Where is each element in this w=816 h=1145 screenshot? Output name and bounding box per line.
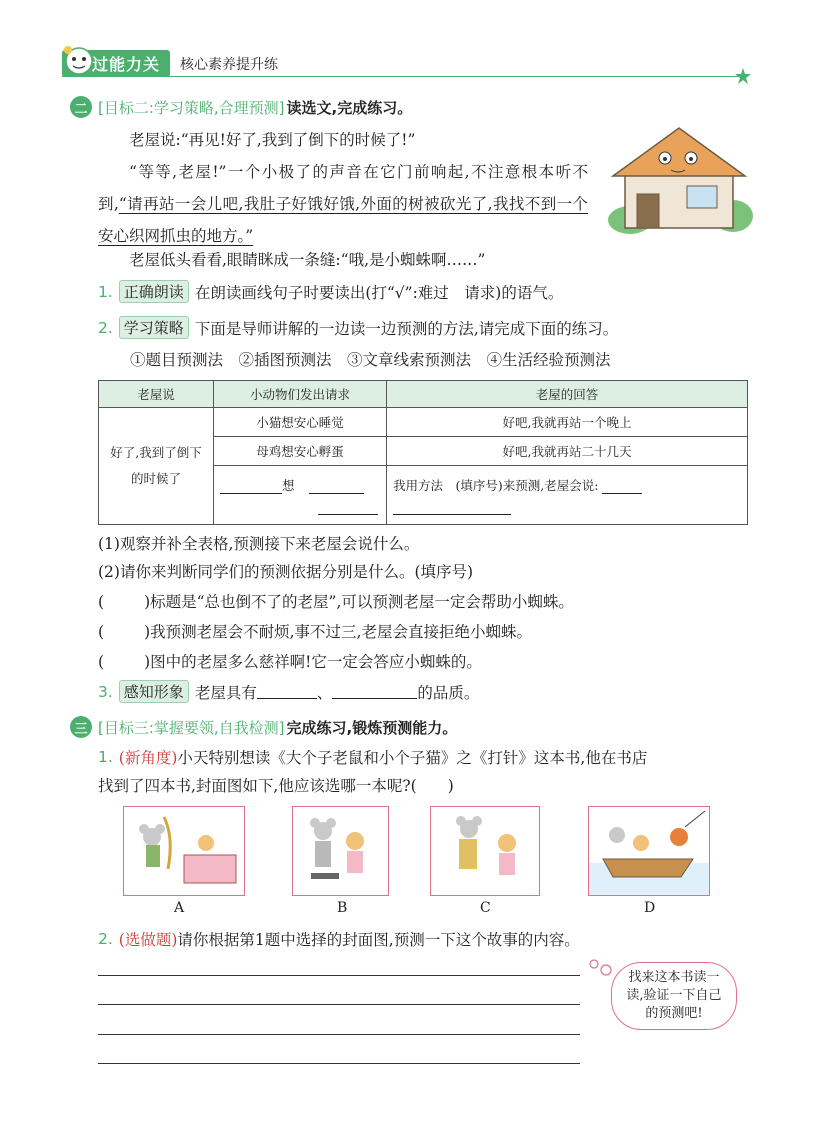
question-3-1 bbox=[98, 746, 647, 768]
cover-label-d: D bbox=[644, 900, 656, 916]
separator: 、 bbox=[316, 683, 333, 702]
old-house-illustration bbox=[605, 120, 755, 240]
mouse-cat-injection-illustration bbox=[431, 807, 539, 895]
question-number: 2. bbox=[98, 318, 113, 337]
question-tag: 学习策略 bbox=[119, 316, 189, 339]
table-request-2: 母鸡想安心孵蛋 bbox=[214, 437, 387, 466]
question-text: 小天特别想读《大个子老鼠和小个子猫》之《打针》这本书,他在书店 bbox=[177, 749, 648, 767]
writing-line[interactable] bbox=[98, 1063, 580, 1064]
table-header-answer: 老屋的回答 bbox=[387, 381, 748, 408]
table-request-1: 小猫想安心睡觉 bbox=[214, 408, 387, 437]
blank-line[interactable] bbox=[220, 479, 282, 494]
question-text: 的品质。 bbox=[417, 683, 480, 702]
cover-label-c: C bbox=[480, 900, 491, 916]
question-2-3 bbox=[98, 680, 479, 703]
question-3-2 bbox=[98, 928, 580, 950]
blank-line[interactable] bbox=[332, 684, 417, 699]
blank-line[interactable] bbox=[318, 500, 378, 515]
question-text: 请你根据第1题中选择的封面图,预测一下这个故事的内容。 bbox=[177, 931, 580, 949]
cover-option-d[interactable] bbox=[588, 806, 710, 896]
table-answer-2: 好吧,我就再站二十几天 bbox=[387, 437, 748, 466]
section2-instruction: 读选文,完成练习。 bbox=[286, 98, 413, 117]
star-icon bbox=[735, 68, 751, 84]
question-tag: (选做题) bbox=[118, 931, 178, 949]
section3-heading bbox=[70, 716, 457, 738]
blank-line[interactable] bbox=[602, 479, 642, 494]
question-text: 老屋具有 bbox=[194, 683, 257, 702]
tip-bubble bbox=[611, 962, 737, 1030]
judge-text: 我预测老屋会不耐烦,事不过三,老屋会直接拒绝小蜘蛛。 bbox=[150, 623, 532, 641]
blank-line[interactable] bbox=[309, 479, 364, 494]
judge-item-3: ( )图中的老屋多么慈祥啊!它一定会答应小蜘蛛的。 bbox=[98, 653, 482, 671]
cartoon-mascot-icon bbox=[62, 44, 96, 78]
question-number: 1. bbox=[98, 282, 113, 301]
mouse-cat-doctor-illustration bbox=[293, 807, 388, 895]
passage-p2-plain: “等等,老屋!”一个小极了的声音在它门前响起,不注意根本听不到, bbox=[98, 163, 588, 213]
header-bar bbox=[62, 50, 278, 77]
prediction-table bbox=[98, 380, 748, 525]
judge-text: 标题是“总也倒不了的老屋”,可以预测老屋一定会帮助小蜘蛛。 bbox=[150, 593, 574, 611]
blank-line[interactable] bbox=[257, 684, 317, 699]
table-answer-3-text: 我用方法 (填序号)来预测,老屋会说: bbox=[393, 477, 599, 493]
cover-option-a[interactable] bbox=[123, 806, 245, 896]
writing-line[interactable] bbox=[98, 975, 580, 976]
method-list: ①题目预测法 ②插图预测法 ③文章线索预测法 ④生活经验预测法 bbox=[130, 351, 611, 369]
question-2-1 bbox=[98, 280, 563, 303]
cover-label-b: B bbox=[337, 900, 348, 916]
question-text: 下面是导师讲解的一边读一边预测的方法,请完成下面的练习。 bbox=[194, 319, 619, 338]
passage-p3: 老屋低头看看,眼睛眯成一条缝:“哦,是小蜘蛛啊……” bbox=[129, 251, 486, 269]
table-request-3-text: 想 bbox=[282, 477, 295, 493]
table-request-3 bbox=[214, 466, 387, 525]
question-number: 3. bbox=[98, 682, 113, 701]
mouse-cat-harp-illustration bbox=[124, 807, 244, 895]
sub-question-1: (1)观察并补全表格,预测接下来老屋会说什么。 bbox=[98, 535, 420, 553]
question-tag: (新角度) bbox=[118, 749, 178, 767]
header-subtitle: 核心素养提升练 bbox=[180, 56, 279, 73]
judge-item-2: ( )我预测老屋会不耐烦,事不过三,老屋会直接拒绝小蜘蛛。 bbox=[98, 623, 532, 641]
writing-line[interactable] bbox=[98, 1004, 580, 1005]
judge-item-1: ( )标题是“总也倒不了的老屋”,可以预测老屋一定会帮助小蜘蛛。 bbox=[98, 593, 574, 611]
blank-line[interactable] bbox=[393, 500, 511, 515]
passage-p2 bbox=[98, 156, 588, 252]
cover-option-c[interactable] bbox=[430, 806, 540, 896]
table-header-request: 小动物们发出请求 bbox=[214, 381, 387, 408]
judge-text: 图中的老屋多么慈祥啊!它一定会答应小蜘蛛的。 bbox=[150, 653, 482, 671]
question-2-2 bbox=[98, 316, 618, 339]
thought-bubble-dots bbox=[588, 958, 616, 980]
section3-number: 三 bbox=[70, 716, 92, 738]
animals-boat-fishing-illustration bbox=[589, 807, 709, 895]
header-tag: 过能力关 bbox=[62, 50, 170, 77]
question-tag: 正确朗读 bbox=[119, 280, 189, 303]
section2-number: 二 bbox=[70, 96, 92, 118]
table-speech-cell: 好了,我到了倒下的时候了 bbox=[99, 408, 214, 525]
question-tag: 感知形象 bbox=[119, 680, 189, 703]
sub-question-2: (2)请你来判断同学们的预测依据分别是什么。(填序号) bbox=[98, 563, 474, 581]
passage-p2-underlined: “请再站一会儿吧,我肚子好饿好饿,外面的树被砍光了,我找不到一个安心织网抓虫的地方。” bbox=[98, 195, 588, 245]
cover-option-b[interactable] bbox=[292, 806, 389, 896]
passage-p1: 老屋说:“再见!好了,我到了倒下的时候了!” bbox=[129, 131, 416, 149]
table-header-speech: 老屋说 bbox=[99, 381, 214, 408]
tip-text: 找来这本书读一读,验证一下自己的预测吧! bbox=[626, 970, 722, 1021]
table-answer-3 bbox=[387, 466, 748, 525]
writing-line[interactable] bbox=[98, 1034, 580, 1035]
question-number: 1. bbox=[98, 748, 113, 766]
table-answer-1: 好吧,我就再站一个晚上 bbox=[387, 408, 748, 437]
section3-goal: [目标三:掌握要领,自我检测] bbox=[98, 718, 285, 737]
question-3-1-line2: 找到了四本书,封面图如下,他应该选哪一本呢?( ) bbox=[98, 777, 454, 795]
question-number: 2. bbox=[98, 930, 113, 948]
section2-goal: [目标二:学习策略,合理预测] bbox=[98, 98, 285, 117]
section3-instruction: 完成练习,锻炼预测能力。 bbox=[286, 718, 458, 737]
section2-heading bbox=[70, 96, 412, 118]
cover-label-a: A bbox=[174, 900, 185, 916]
question-text: 在朗读画线句子时要读出(打“√”:难过 请求)的语气。 bbox=[194, 283, 564, 302]
header-divider bbox=[62, 76, 742, 77]
